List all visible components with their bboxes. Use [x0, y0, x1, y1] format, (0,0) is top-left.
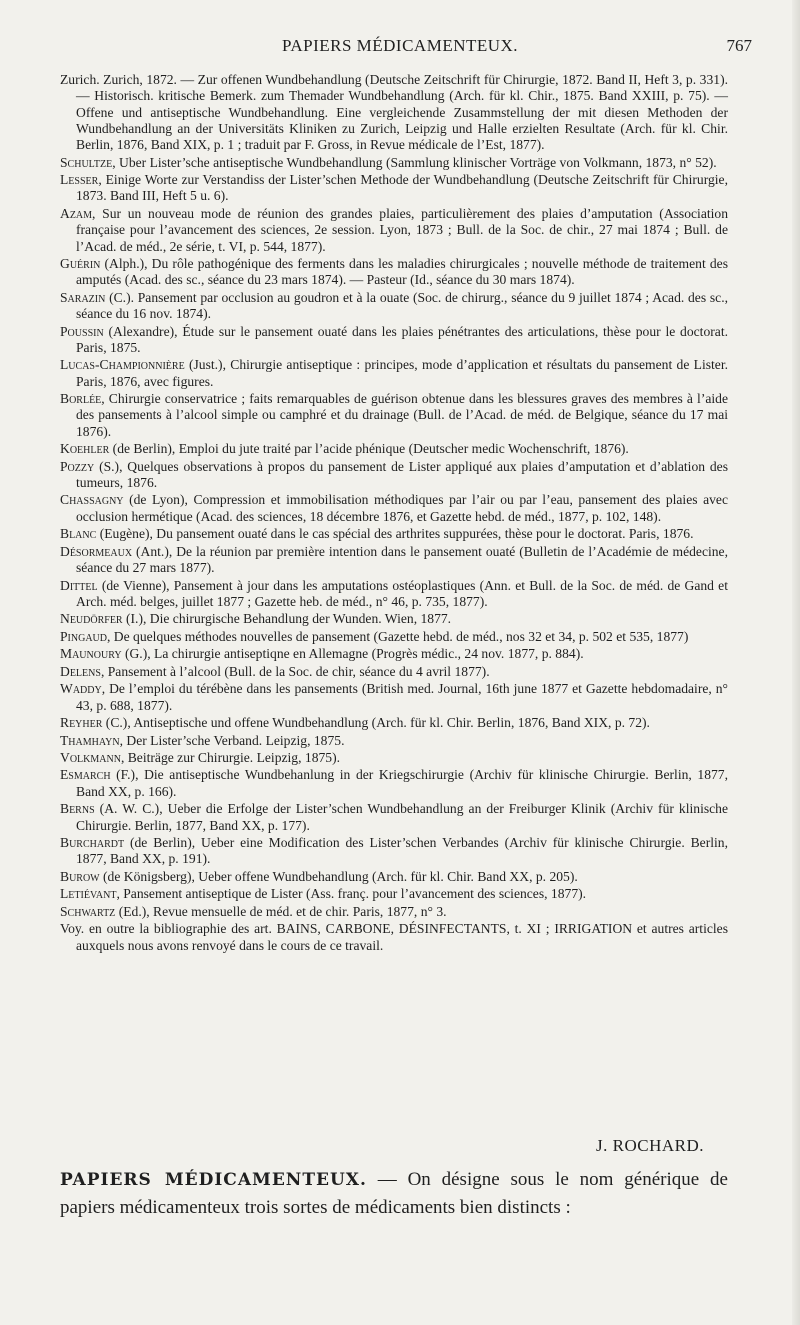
bibliography-entry — [60, 526, 728, 542]
entry-author: Reyher — [60, 715, 103, 731]
entry-text: , Sur un nouveau mode de réunion des grandes plaies, particulièrement des plaies d’amputation (Association française pour l’avancement des sciences, 2e session. Lyon, 1873 ; Bull. de la Soc. de chir., 27 mai 1874 ; Bull. de l’Acad. de méd., 2e série, t. VI, p. 544, 1877). — [76, 205, 728, 254]
bibliography-entry — [60, 869, 728, 885]
entry-author: Berns — [60, 801, 95, 817]
bibliography-entry — [60, 459, 728, 492]
entry-text: , Beiträge zur Chirurgie. Leipzig, 1875). — [120, 750, 341, 765]
bibliography-entry — [60, 492, 728, 525]
entry-author: Azam — [60, 205, 93, 221]
bibliography-entry — [60, 578, 728, 611]
article-headword: PAPIERS MÉDICAMENTEUX. — [60, 1170, 367, 1190]
entry-text: , Einige Worte zur Verstandiss der Lister’schen Methode der Wundbehandlung (Deutsche Zeitschrift für Chirurgie, 1873. Band III, Heft 5 u. 6). — [76, 172, 728, 204]
bibliography-entry — [60, 733, 728, 749]
entry-text: (Just.), Chirurgie antiseptique : principes, mode d’application et résultats du pansement de Lister. Paris, 1876, avec figures. — [76, 357, 728, 389]
entry-text: , De quelques méthodes nouvelles de pansement (Gazette hebd. de méd., nos 32 et 34, p. 502 et 535, 1877) — [107, 628, 689, 644]
entry-text: (G.), La chirurgie antiseptiqne en Allemagne (Progrès médic., 24 nov. 1877, p. 884). — [121, 646, 584, 662]
entry-text: (de Berlin), Emploi du jute traité par l’acide phénique (Deutscher medic Wochenschrift, 1876). — [109, 441, 629, 457]
entry-author: Lesser — [60, 172, 99, 188]
bibliography-entry — [60, 391, 728, 440]
entry-text: (de Lyon), Compression et immobilisation méthodiques par l’air ou par l’eau, pansement des plaies avec occlusion hermétique (Acad. des sciences, 18 décembre 1876, et Gazette hebd. de méd., 1877, p. 102, 148). — [76, 492, 728, 524]
bibliography-entry — [60, 886, 728, 902]
entry-text: (Ed.), Revue mensuelle de méd. et de chir. Paris, 1877, n° 3. — [115, 903, 447, 919]
entry-author: Delens — [60, 663, 101, 679]
entry-author: Chassagny — [60, 492, 124, 508]
bibliography-entry — [60, 767, 728, 800]
entry-author: Esmarch — [60, 767, 111, 783]
entry-author: Volkmann — [60, 750, 121, 765]
entry-author: Borlée — [60, 391, 102, 407]
bibliography — [60, 72, 728, 955]
bibliography-entry — [60, 256, 728, 289]
entry-text: Voy. en outre la bibliographie des art. BAINS, CARBONE, DÉSINFECTANTS, t. XI ; IRRIGATION et autres articles auxquels nous avons renvoyé dans le cours de ce travail. — [60, 921, 728, 953]
entry-text: , Pansement antiseptique de Lister (Ass. franç. pour l’avancement des sciences, 1877). — [116, 886, 587, 902]
page-header — [60, 36, 752, 58]
entry-author: Pingaud — [60, 628, 107, 644]
entry-author: Dittel — [60, 577, 98, 593]
bibliography-entry — [60, 681, 728, 714]
entry-text: (Alexandre), Étude sur le pansement ouaté dans les plaies pénétrantes des articulations, thèse pour le doctorat. Paris, 1875. — [76, 323, 728, 355]
bibliography-entry — [60, 544, 728, 577]
entry-author: Burow — [60, 868, 100, 884]
entry-text: (F.), Die antiseptische Wundbehanlung in der Kriegschirurgie (Archiv für klinische Chirurgie. Berlin, 1877, Band XX, p. 166). — [76, 767, 728, 799]
author-signature: J. ROCHARD. — [596, 1136, 704, 1155]
entry-text: (C.). Pansement par occlusion au goudron et à la ouate (Soc. de chirurg., séance du 9 juillet 1874 ; Acad. des sc., séance du 16 nov. 1874). — [76, 289, 728, 322]
entry-text: , Der Lister’sche Verband. Leipzig, 1875. — [119, 732, 345, 748]
entry-text: (I.), Die chirurgische Behandlung der Wunden. Wien, 1877. — [122, 611, 452, 627]
entry-text: Zurich. Zurich, 1872. — Zur offenen Wundbehandlung (Deutsche Zeitschrift für Chirurgie, 1872. Band II, Heft 3, p. 331). — Historisch. kritische Bemerk. zum Themader Wundbehandlung (Arch. für kl. Chir., 1875. Band XXIII, p. 75). — Offene und antiseptische Wundbehandlung. Eine vergleichende Zusammstellung der mit diesen Methoden der Wundbehandlung an der Universitäts Kliniken zu Zurich, Leipzig und Halle erzielten Resultate (Arch. für kl. Chir. Berlin, 1876, Band XIX, p. 1 ; traduit par F. Gross, in Revue médicale de l’Est, 1877). — [60, 72, 728, 153]
bibliography-entry — [60, 904, 728, 920]
entry-text: (Eugène), Du pansement ouaté dans le cas spécial des arthrites suppurées, thèse pour le doctorat. Paris, 1876. — [96, 526, 694, 542]
entry-author: Schwartz — [60, 903, 116, 919]
entry-text: , De l’emploi du térébène dans les pansements (British med. Journal, 16th june 1877 et Gazette hebdomadaire, n° 43, p. 688, 1877). — [76, 681, 728, 713]
bibliography-entry — [60, 664, 728, 680]
entry-author: Lucas-Championnière — [60, 357, 185, 373]
bibliography-entry — [60, 441, 728, 457]
entry-author: Schultze — [60, 154, 113, 170]
entry-author: Koehler — [60, 441, 110, 457]
bibliography-entry — [60, 750, 728, 766]
bibliography-entry — [60, 611, 728, 627]
article-text: — On désigne sous le nom générique de papiers médicamenteux trois sortes de médicaments bien distincts : — [60, 1169, 728, 1218]
running-title: PAPIERS MÉDICAMENTEUX. — [281, 36, 519, 55]
entry-author: Neudörfer — [60, 611, 123, 627]
entry-author: Waddy — [60, 681, 102, 697]
entry-author: Maunoury — [60, 646, 122, 662]
bibliography-entry — [60, 629, 728, 645]
entry-text: (de Vienne), Pansement à jour dans les amputations ostéoplastiques (Ann. et Bull. de la Soc. de méd. de Gand et Arch. méd. belges, juillet 1877 ; Gazette heb. de méd., n° 46, p. 735, 1877). — [76, 577, 728, 609]
entry-text: , Pansement à l’alcool (Bull. de la Soc. de chir, séance du 4 avril 1877). — [100, 663, 490, 679]
entry-text: (Ant.), De la réunion par première intention dans le pansement ouaté (Bulletin de l’Académie de médecine, séance du 27 mars 1877). — [76, 543, 728, 576]
entry-author: Guérin — [60, 256, 101, 272]
entry-text: (de Berlin), Ueber eine Modification des Lister’schen Verbandes (Archiv für klinische Chirurgie. Berlin, 1877, Band XX, p. 191). — [76, 835, 728, 867]
entry-author: Blanc — [60, 526, 97, 542]
bibliography-entry — [60, 72, 728, 153]
entry-author: Désormeaux — [60, 543, 133, 559]
entry-text: , Uber Lister’sche antiseptische Wundbehandlung (Sammlung klinischer Vorträge von Volkmann, 1873, n° 52). — [112, 154, 717, 170]
entry-text: (Alph.), Du rôle pathogénique des ferments dans les maladies chirurgicales ; nouvelle méthode de traitement des amputés (Acad. des sc., séance du 23 mars 1874). — Pasteur (Id., séance du 30 mars 1874). — [76, 256, 728, 288]
bibliography-entry — [60, 155, 728, 171]
page-number: 767 — [726, 36, 752, 55]
bibliography-entry — [60, 646, 728, 662]
entry-text: , Chirurgie conservatrice ; faits remarquables de guérison obtenue dans les blessures graves des membres à l’aide des pansements à l’alcool simple ou camphré et du drainage (Bull. de l’Acad. de méd. de Belgique, séance du 17 mai 1876). — [76, 391, 728, 439]
entry-author: Burchardt — [60, 835, 125, 851]
bibliography-entry — [60, 172, 728, 205]
entry-author: Letiévant — [60, 886, 117, 902]
entry-text: (A. W. C.), Ueber die Erfolge der Lister’schen Wundbehandlung an der Freiburger Klinik (Archiv für klinische Chirurgie. Berlin, 1877, Band XX, p. 177). — [76, 801, 728, 833]
bibliography-entry — [60, 921, 728, 954]
bibliography-entry — [60, 206, 728, 255]
bibliography-entry — [60, 357, 728, 390]
bibliography-entry — [60, 290, 728, 323]
entry-text: (S.), Quelques observations à propos du pansement de Lister appliqué aux plaies d’amputation et d’ablation des tumeurs, 1876. — [76, 458, 728, 490]
page-edge — [792, 0, 800, 1325]
entry-author: Sarazin — [60, 289, 106, 305]
entry-author: Pozzy — [60, 458, 95, 474]
bibliography-entry — [60, 835, 728, 868]
bibliography-entry — [60, 801, 728, 834]
entry-text: (de Königsberg), Ueber offene Wundbehandlung (Arch. für kl. Chir. Band XX, p. 205). — [99, 868, 578, 884]
entry-author: Poussin — [60, 323, 104, 339]
entry-text: (C.), Antiseptische und offene Wundbehandlung (Arch. für kl. Chir. Berlin, 1876, Band XIX, p. 72). — [102, 715, 650, 731]
bibliography-entry — [60, 324, 728, 357]
entry-author: Thamhayn — [60, 732, 120, 748]
bibliography-entry — [60, 715, 728, 731]
article-start — [60, 1166, 728, 1221]
